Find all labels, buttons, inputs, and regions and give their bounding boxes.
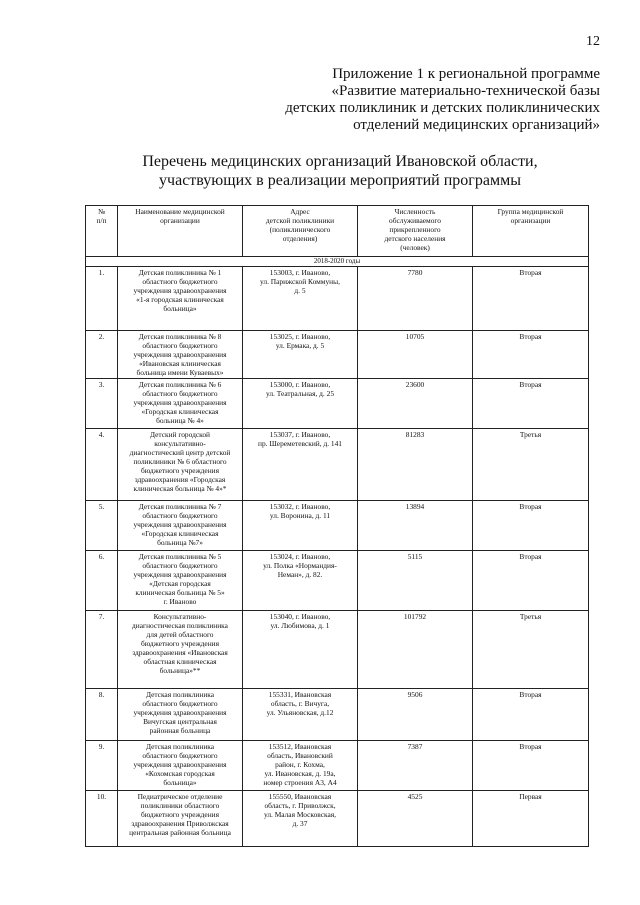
- organization-name: Детская поликлиника областного бюджетного учреждения здравоохранения Вичугская центральная районная больница: [118, 689, 243, 741]
- row-number: 10.: [86, 791, 118, 847]
- organization-address: 153000, г. Иваново, ул. Театральная, д. 25: [243, 379, 358, 429]
- title-line: Перечень медицинских организаций Ивановской области,: [142, 153, 538, 170]
- organization-group: Первая: [473, 791, 589, 847]
- organization-address: 153037, г. Иваново, пр. Шереметевский, д. 141: [243, 429, 358, 501]
- organization-address: 153512, Ивановская область, Ивановский район, г. Кохма, ул. Ивановская, д. 19а, номер строения А3, А4: [243, 741, 358, 791]
- appendix-line: Приложение 1 к региональной программе: [332, 66, 600, 82]
- organization-address: 155331, Ивановская область, г. Вичуга, ул. Ульяновская, д.12: [243, 689, 358, 741]
- document-title: [60, 152, 620, 190]
- population-count: 7387: [358, 741, 473, 791]
- population-count: 81283: [358, 429, 473, 501]
- row-number: 4.: [86, 429, 118, 501]
- table-row: [86, 267, 589, 331]
- table-row: [86, 501, 589, 551]
- organization-name: Консультативно- диагностическая поликлиника для детей областного бюджетного учреждения здравоохранения «Ивановская областная клиническая больница»**: [118, 611, 243, 689]
- row-number: 5.: [86, 501, 118, 551]
- population-count: 101792: [358, 611, 473, 689]
- period-row: [86, 257, 589, 267]
- organization-name: Детская поликлиника № 5 областного бюджетного учреждения здравоохранения «Детская городская клиническая больница № 5» г. Иваново: [118, 551, 243, 611]
- organization-group: Вторая: [473, 379, 589, 429]
- organization-name: Детская поликлиника № 1 областного бюджетного учреждения здравоохранения «1-я городская клиническая больница»: [118, 267, 243, 331]
- organization-name: Педиатрическое отделение поликлиники областного бюджетного учреждения здравоохранения Приволжская центральная районная больница: [118, 791, 243, 847]
- organization-address: 153040, г. Иваново, ул. Любимова, д. 1: [243, 611, 358, 689]
- header-address: Адрес детской поликлиники (поликлинического отделения): [243, 206, 358, 257]
- organization-address: 153025, г. Иваново, ул. Ермака, д. 5: [243, 331, 358, 379]
- table-row: [86, 689, 589, 741]
- population-count: 9506: [358, 689, 473, 741]
- appendix-line: «Развитие материально-технической базы: [331, 83, 600, 99]
- table-row: [86, 791, 589, 847]
- table-row: [86, 741, 589, 791]
- organization-name: Детская поликлиника № 6 областного бюджетного учреждения здравоохранения «Городская клиническая больница № 4»: [118, 379, 243, 429]
- population-count: 7780: [358, 267, 473, 331]
- organization-name: Детский городской консультативно- диагностический центр детской поликлиники № 6 областного бюджетного учреждения здравоохранения «Городская клиническая больница № 4»*: [118, 429, 243, 501]
- table-row: [86, 551, 589, 611]
- organization-address: 155550, Ивановская область, г. Приволжск, ул. Малая Московская, д. 37: [243, 791, 358, 847]
- organizations-table: [85, 205, 589, 847]
- population-count: 23600: [358, 379, 473, 429]
- organization-name: Детская поликлиника № 7 областного бюджетного учреждения здравоохранения «Городская клиническая больница №7»: [118, 501, 243, 551]
- organization-group: Вторая: [473, 501, 589, 551]
- row-number: 2.: [86, 331, 118, 379]
- row-number: 3.: [86, 379, 118, 429]
- header-population: Численность обслуживаемого прикрепленного детского населения (человек): [358, 206, 473, 257]
- row-number: 8.: [86, 689, 118, 741]
- appendix-line: детских поликлиник и детских поликлинических: [285, 100, 600, 116]
- period-label: 2018-2020 годы: [86, 257, 589, 267]
- organization-address: 153003, г. Иваново, ул. Парижской Коммуны, д. 5: [243, 267, 358, 331]
- organization-group: Вторая: [473, 267, 589, 331]
- population-count: 5115: [358, 551, 473, 611]
- row-number: 6.: [86, 551, 118, 611]
- header-number: № п/п: [86, 206, 118, 257]
- population-count: 10705: [358, 331, 473, 379]
- organization-group: Вторая: [473, 689, 589, 741]
- table-row: [86, 611, 589, 689]
- header-group: Группа медицинской организации: [473, 206, 589, 257]
- table-row: [86, 429, 589, 501]
- organization-name: Детская поликлиника областного бюджетного учреждения здравоохранения «Кохомская городская больница»: [118, 741, 243, 791]
- table-row: [86, 331, 589, 379]
- organization-group: Вторая: [473, 331, 589, 379]
- organization-address: 153032, г. Иваново, ул. Воронина, д. 11: [243, 501, 358, 551]
- header-organization: Наименование медицинской организации: [118, 206, 243, 257]
- title-line: участвующих в реализации мероприятий программы: [159, 172, 521, 189]
- row-number: 9.: [86, 741, 118, 791]
- row-number: 7.: [86, 611, 118, 689]
- organization-group: Третья: [473, 611, 589, 689]
- organization-name: Детская поликлиника № 8 областного бюджетного учреждения здравоохранения «Ивановская клиническая больница имени Куваевых»: [118, 331, 243, 379]
- population-count: 13894: [358, 501, 473, 551]
- organization-address: 153024, г. Иваново, ул. Полка «Нормандия- Неман», д. 82.: [243, 551, 358, 611]
- organization-group: Вторая: [473, 741, 589, 791]
- organization-group: Вторая: [473, 551, 589, 611]
- appendix-line: отделений медицинских организаций»: [353, 117, 600, 133]
- table-row: [86, 379, 589, 429]
- row-number: 1.: [86, 267, 118, 331]
- appendix-header: [200, 66, 600, 134]
- population-count: 4525: [358, 791, 473, 847]
- organization-group: Третья: [473, 429, 589, 501]
- page-number: 12: [586, 34, 600, 49]
- table-header-row: [86, 206, 589, 257]
